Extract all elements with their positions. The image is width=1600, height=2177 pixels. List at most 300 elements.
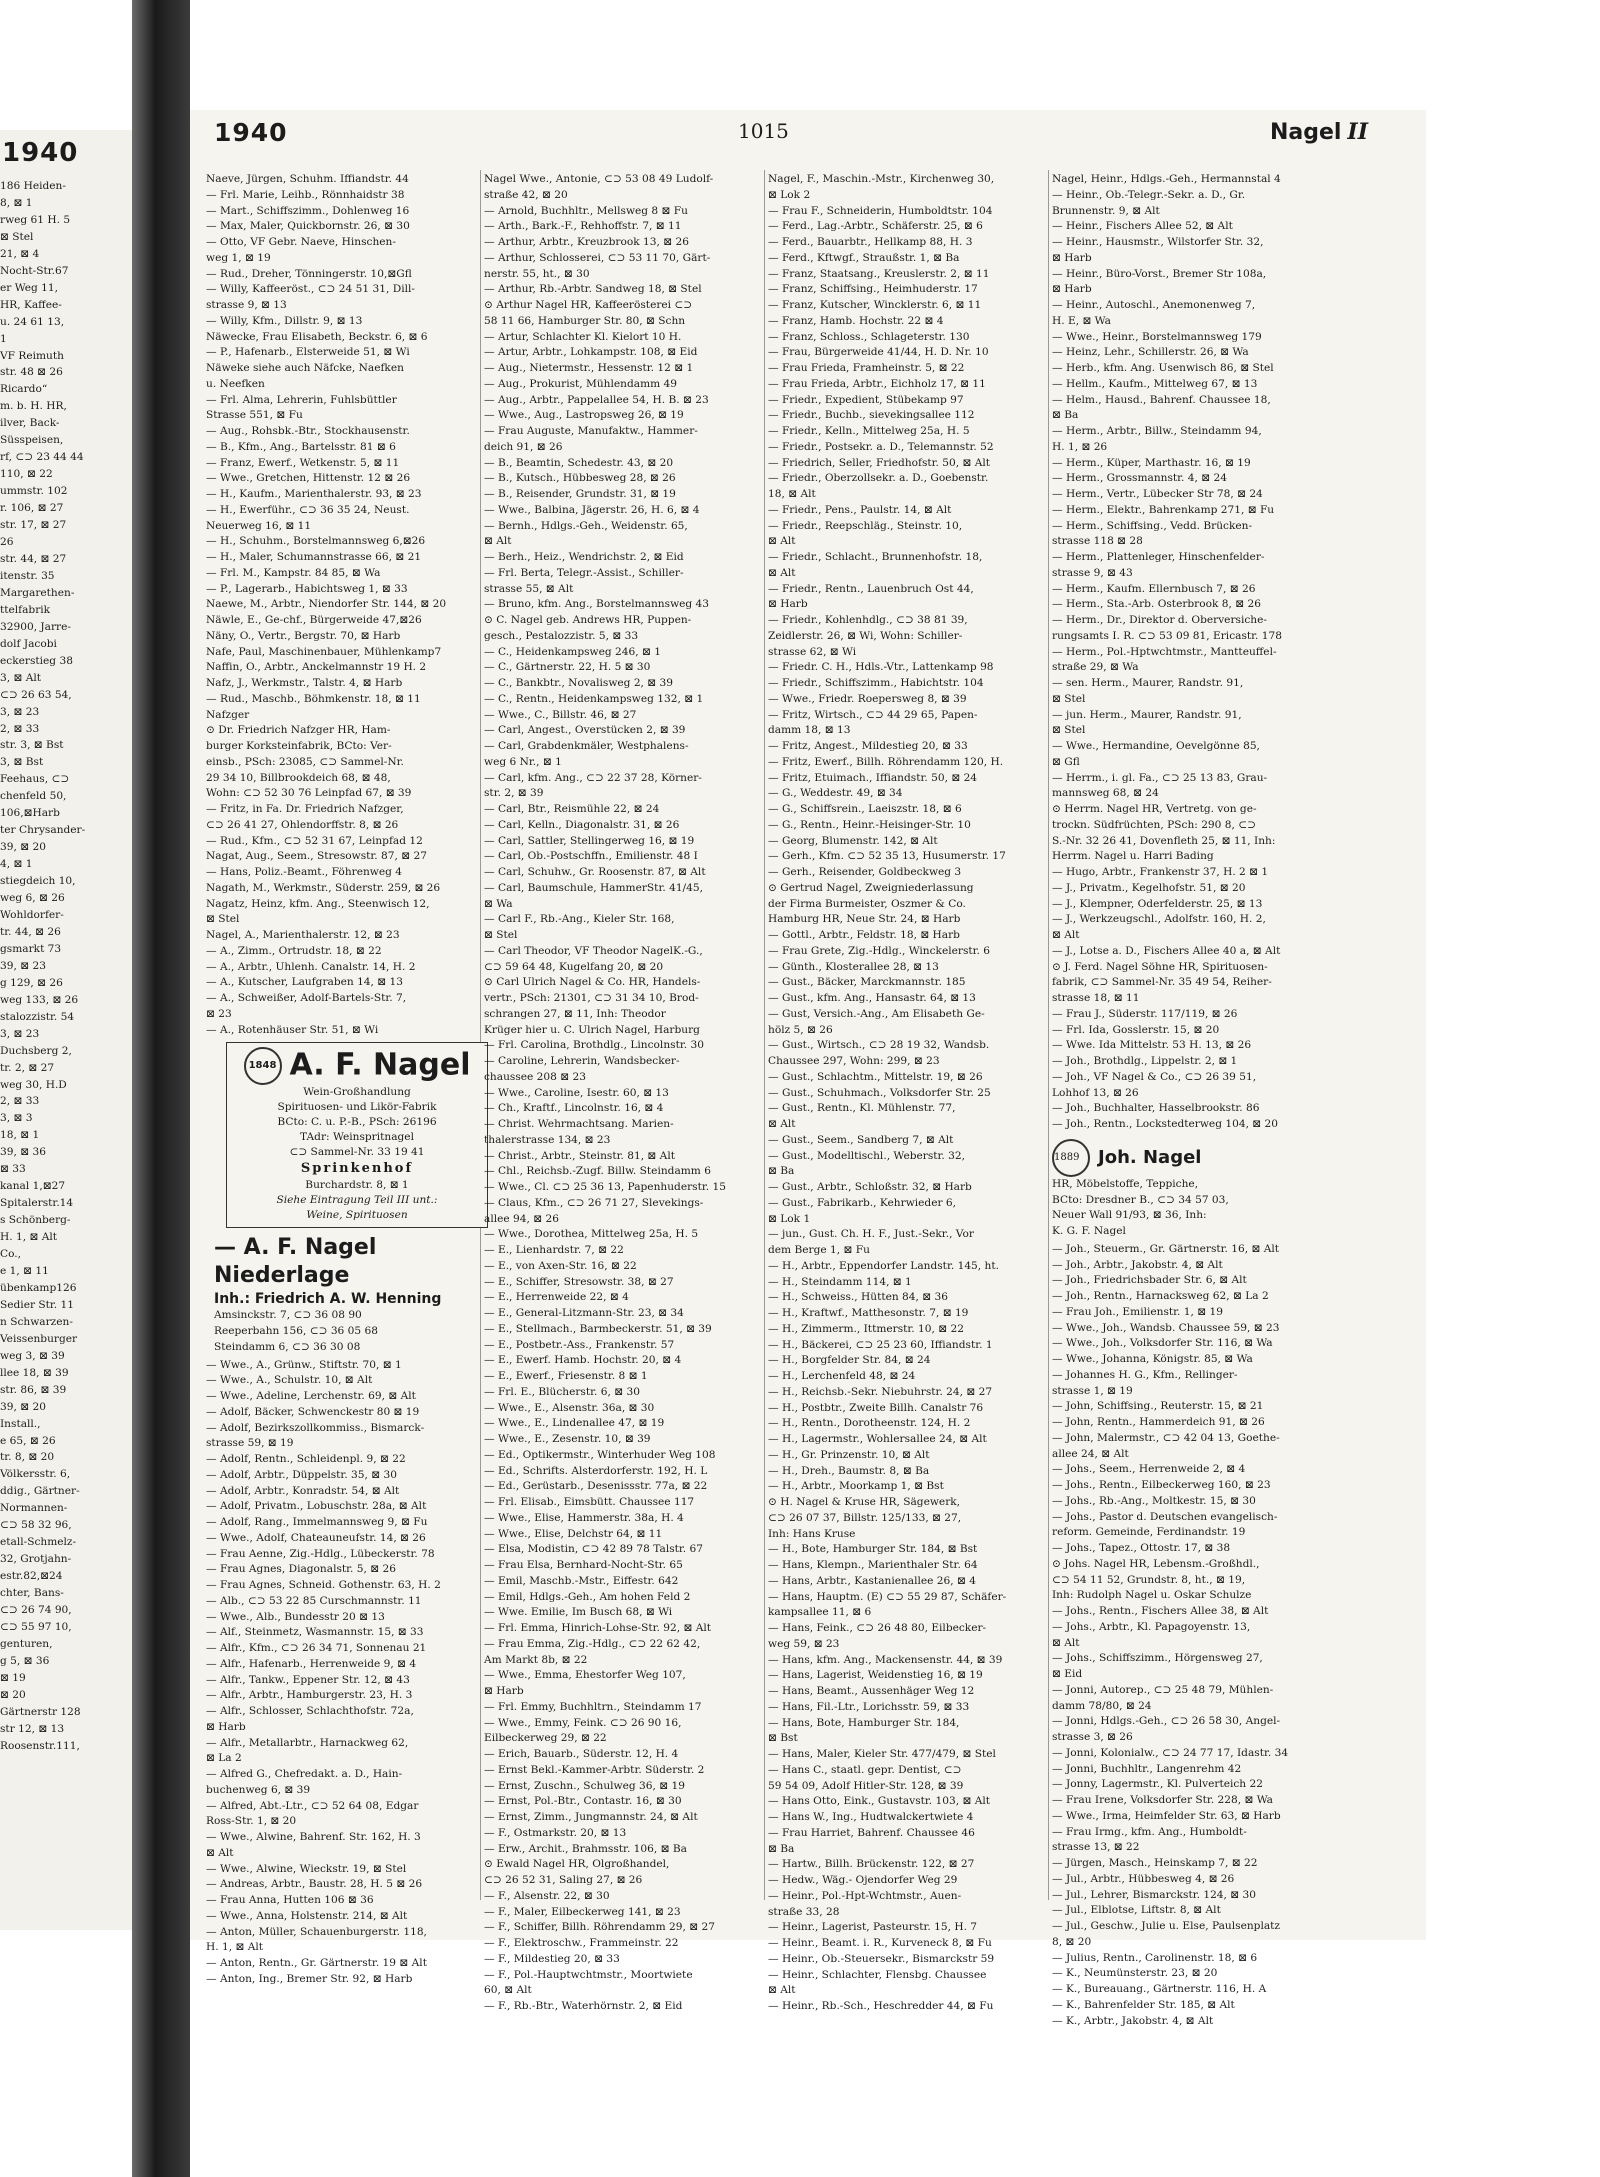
directory-entry-line: HR, Kaffee- — [0, 298, 62, 311]
directory-entry-line: — C., Rentn., Heidenkampsweg 132, ⊠ 1 — [484, 692, 704, 705]
directory-entry-line: — Gerh., Kfm. ⊂⊃ 52 35 13, Husumerstr. 17 — [768, 850, 1006, 863]
directory-entry-line: — Heinr., Rb.-Sch., Heschredder 44, ⊠ Fu — [768, 2000, 994, 2012]
directory-entry-line: — Wwe., Alb., Bundesstr 20 ⊠ 13 — [206, 1610, 385, 1623]
directory-entry-line: — Adolf, Rentn., Schleidenpl. 9, ⊠ 22 — [206, 1453, 406, 1465]
directory-entry-line: — A., Kutscher, Laufgraben 14, ⊠ 13 — [206, 976, 404, 989]
directory-entry-line: dolf Jacobi — [0, 637, 57, 650]
directory-entry-line: kanal 1,⊠27 — [0, 1180, 66, 1193]
directory-entry-line: — F., Mildestieg 20, ⊠ 33 — [484, 1952, 620, 1965]
directory-entry-line: — Joh., Brothdlg., Lippelstr. 2, ⊠ 1 — [1052, 1055, 1238, 1067]
directory-entry-line: — Joh., Friedrichsbader Str. 6, ⊠ Alt — [1052, 1274, 1247, 1287]
directory-entry-line: Süsspeisen, — [0, 434, 64, 447]
directory-entry-line: kampsallee 11, ⊠ 6 — [768, 1606, 872, 1619]
ad-line: ⊂⊃ Sammel-Nr. 33 19 41 — [289, 1146, 425, 1159]
directory-entry-line: — Frau Auguste, Manufaktw., Hammer- — [484, 425, 698, 437]
directory-entry-line: ⊠ Ba — [768, 1842, 795, 1855]
directory-entry-line: 2, ⊠ 33 — [0, 722, 40, 735]
advertisement-joh-nagel — [1052, 1139, 1340, 1240]
directory-entry-line: Nagel, Heinr., Hdlgs.-Geh., Hermannstal 4 — [1052, 173, 1281, 185]
directory-entry-line: — B., Reisender, Grundstr. 31, ⊠ 19 — [484, 488, 676, 500]
directory-entry-line: — Herb., kfm. Ang. Usenwisch 86, ⊠ Stel — [1052, 362, 1274, 374]
directory-entry-line: gesch., Pestalozzistr. 5, ⊠ 33 — [484, 629, 639, 642]
directory-entry-line: — Christ. Wehrmachtsang. Marien- — [484, 1118, 674, 1130]
directory-entry-line: — Friedr., Schlacht., Brunnenhofstr. 18, — [768, 551, 983, 563]
directory-entry-line: — Heinr., Autoschl., Anemonenweg 7, — [1052, 299, 1256, 311]
directory-entry-line: — Franz, Hamb. Hochstr. 22 ⊠ 4 — [768, 314, 944, 327]
directory-entry-line: — Emil, Hdlgs.-Geh., Am hohen Feld 2 — [484, 1590, 691, 1603]
directory-entry-line: — Carl F., Rb.-Ang., Kieler Str. 168, — [484, 913, 675, 926]
directory-entry-line: — H., Kaufm., Marienthalerstr. 93, ⊠ 23 — [206, 488, 422, 500]
directory-entry-line: 29 34 10, Billbrookdeich 68, ⊠ 48, — [206, 771, 391, 784]
directory-entry-line: — Carl, Kelln., Diagonalstr. 31, ⊠ 26 — [484, 818, 680, 831]
entry-list — [484, 172, 772, 2015]
directory-entry-line: Neuerweg 16, ⊠ 11 — [206, 519, 312, 532]
directory-entry-line: — Hans, Fil.-Ltr., Lorichsstr. 59, ⊠ 33 — [768, 1700, 970, 1713]
directory-entry-line: — H., Kraftwf., Matthesonstr. 7, ⊠ 19 — [768, 1307, 969, 1319]
directory-entry-line: — E., Lienhardstr. 7, ⊠ 22 — [484, 1244, 624, 1256]
directory-entry-line: ⊠ Alt — [1052, 929, 1080, 941]
directory-entry-line: Margarethen- — [0, 586, 75, 599]
directory-entry-line: etall-Schmelz- — [0, 1536, 77, 1549]
directory-entry-line: — Franz, Schiffsing., Heimhuderstr. 17 — [768, 283, 978, 296]
directory-entry-line: — Wwe., Alwine, Bahrenf. Str. 162, H. 3 — [206, 1831, 421, 1843]
directory-entry-line: — Frau Grete, Zig.-Hdlg., Winckelerstr. 6 — [768, 944, 991, 957]
directory-entry-line: — Adolf, Arbtr., Düppelstr. 35, ⊠ 30 — [206, 1468, 397, 1481]
directory-entry-line: ⊠ Lok 2 — [768, 188, 811, 201]
directory-entry-line: Am Markt 8b, ⊠ 22 — [484, 1653, 588, 1666]
directory-entry-line: — Jonny, Lagermstr., Kl. Pulverteich 22 — [1052, 1778, 1263, 1791]
directory-entry-line: Zeidlerstr. 26, ⊠ Wi, Wohn: Schiller- — [768, 629, 963, 642]
directory-entry-line: — Herm., Dr., Direktor d. Oberversiche- — [1052, 614, 1267, 626]
directory-entry-line: — Jonni, Kolonialw., ⊂⊃ 24 77 17, Idastr. 34 — [1052, 1746, 1289, 1759]
directory-entry-line: ⊠ Stel — [0, 230, 34, 243]
directory-entry-line: 106,⊠Harb — [0, 807, 60, 820]
directory-entry-line: ⊠ 20 — [0, 1688, 26, 1701]
ad-title: — A. F. Nagel Niederlage — [214, 1235, 377, 1289]
directory-entry-line: — Hellm., Kaufm., Mittelweg 67, ⊠ 13 — [1052, 377, 1258, 390]
directory-entry-line: — Gust., Rentn., Kl. Mühlenstr. 77, — [768, 1102, 956, 1115]
directory-entry-line: — Ernst, Zuschn., Schulweg 36, ⊠ 19 — [484, 1779, 685, 1792]
directory-entry-line: — Wwe., A., Schulstr. 10, ⊠ Alt — [206, 1374, 373, 1387]
directory-entry-line: — F., Pol.-Hauptwchtmstr., Moortwiete — [484, 1968, 693, 1981]
directory-entry-line: Nafzger — [206, 708, 250, 721]
directory-entry-line: Wohldorfer- — [0, 908, 64, 921]
directory-entry-line: chter, Bans- — [0, 1587, 64, 1600]
directory-entry-line: — Hans, Bote, Hamburger Str. 184, — [768, 1716, 960, 1729]
directory-entry-line: — Friedr., Kelln., Mittelweg 25a, H. 5 — [768, 425, 970, 437]
directory-entry-line: — Frau Frieda, Arbtr., Eichholz 17, ⊠ 11 — [768, 377, 986, 390]
directory-entry-line: ⊠ Harb — [1052, 251, 1092, 264]
directory-entry-line: — G., Schiffsrein., Laeiszstr. 18, ⊠ 6 — [768, 803, 962, 815]
directory-entry-line: — Herm., Vertr., Lübecker Str 78, ⊠ 24 — [1052, 488, 1263, 500]
directory-entry-line: Strasse 551, ⊠ Fu — [206, 409, 303, 422]
directory-entry-line: u. 24 61 13, — [0, 315, 65, 328]
directory-entry-line: — Wwe. Emilie, Im Busch 68, ⊠ Wi — [484, 1606, 673, 1619]
directory-entry-line: — Fritz, Angest., Mildestieg 20, ⊠ 33 — [768, 740, 968, 752]
directory-page — [190, 110, 1426, 2027]
directory-entry-line: Brunnenstr. 9, ⊠ Alt — [1052, 204, 1160, 217]
directory-entry-line: 39, ⊠ 23 — [0, 959, 46, 972]
directory-entry-line: — Alfred G., Chefredakt. a. D., Hain- — [206, 1768, 403, 1780]
previous-page-lines — [0, 178, 132, 1755]
section-roman: II — [1347, 119, 1368, 145]
entry-list — [1052, 172, 1340, 1133]
advertisement-niederlage — [214, 1234, 494, 1355]
directory-entry-line: tr. 2, ⊠ 27 — [0, 1061, 55, 1074]
directory-entry-line: ⊠ Alt — [1052, 1636, 1080, 1649]
directory-entry-line: — H., Rentn., Dorotheenstr. 124, H. 2 — [768, 1417, 971, 1430]
directory-entry-line: — Wwe., Elise, Delchstr 64, ⊠ 11 — [484, 1527, 663, 1540]
directory-entry-line: ddig., Gärtner- — [0, 1485, 80, 1498]
directory-entry-line: — Wwe., Emmy, Feink. ⊂⊃ 26 90 16, — [484, 1716, 682, 1729]
directory-entry-line: — Hugo, Arbtr., Frankenstr 37, H. 2 ⊠ 1 — [1052, 866, 1269, 878]
directory-entry-line: — Frau J., Süderstr. 117/119, ⊠ 26 — [1052, 1007, 1238, 1020]
directory-entry-line: — Joh., Rentn., Lockstedterweg 104, ⊠ 20 — [1052, 1118, 1279, 1130]
directory-entry-line: — Christ., Arbtr., Steinstr. 81, ⊠ Alt — [484, 1149, 675, 1162]
directory-entry-line: — Gust., kfm. Ang., Hansastr. 64, ⊠ 13 — [768, 992, 976, 1004]
directory-entry-line: tr. 8, ⊠ 20 — [0, 1451, 55, 1464]
directory-entry-line: str. 44, ⊠ 27 — [0, 552, 67, 565]
directory-entry-line: Normannen- — [0, 1502, 68, 1515]
directory-entry-line: — Carl, Angest., Overstücken 2, ⊠ 39 — [484, 724, 686, 737]
directory-entry-line: — Alfr., Kfm., ⊂⊃ 26 34 71, Sonnenau 21 — [206, 1642, 427, 1654]
directory-entry-line: — Herm., Grossmannstr. 4, ⊠ 24 — [1052, 472, 1227, 485]
previous-page-edge — [0, 130, 132, 1930]
directory-entry-line: — Gust, Versich.-Ang., Am Elisabeth Ge- — [768, 1007, 985, 1020]
directory-entry-line: — Fritz, Etuimach., Iffiandstr. 50, ⊠ 24 — [768, 771, 978, 784]
directory-entry-line: ⊂⊃ 59 64 48, Kugelfang 20, ⊠ 20 — [484, 960, 664, 973]
directory-entry-line: — Hans W., Ing., Hudtwalckertwiete 4 — [768, 1811, 974, 1823]
directory-entry-line: n Schwarzen- — [0, 1315, 73, 1328]
directory-entry-line: — John, Malermstr., ⊂⊃ 42 04 13, Goethe- — [1052, 1431, 1280, 1444]
directory-entry-line: — A., Zimm., Ortrudstr. 18, ⊠ 22 — [206, 944, 382, 957]
directory-entry-line: — Frl. Berta, Telegr.-Assist., Schiller- — [484, 566, 684, 579]
directory-entry-line: — A., Rotenhäuser Str. 51, ⊠ Wi — [206, 1023, 379, 1036]
ad-line: Steindamm 6, ⊂⊃ 36 30 08 — [214, 1340, 361, 1353]
directory-entry-line: — Friedr., Reepschläg., Steinstr. 10, — [768, 519, 963, 532]
directory-entry-line: str. 17, ⊠ 27 — [0, 519, 67, 532]
directory-entry-line: Hamburg HR, Neue Str. 24, ⊠ Harb — [768, 913, 961, 926]
directory-entry-line: — Jul., Lehrer, Bismarckstr. 124, ⊠ 30 — [1052, 1888, 1257, 1901]
book-spine-shadow — [132, 0, 190, 2177]
directory-entry-line: ⊂⊃ 55 97 10, — [0, 1621, 72, 1634]
directory-entry-line: ⊠ Ba — [768, 1165, 795, 1178]
directory-entry-line: weg 6, ⊠ 26 — [0, 892, 65, 905]
directory-entry-line: — Friedr., Postsekr. a. D., Telemannstr. 52 — [768, 440, 994, 453]
ad-owner: Inh.: Friedrich A. W. Henning — [214, 1291, 442, 1308]
directory-entry-line: — Jürgen, Masch., Heinskamp 7, ⊠ 22 — [1052, 1857, 1258, 1869]
directory-entry-line: ⊠ Alt — [768, 1984, 796, 1997]
directory-entry-line: — Herm., Sta.-Arb. Osterbrook 8, ⊠ 26 — [1052, 598, 1261, 611]
directory-entry-line: — Johs., Arbtr., Kl. Papagoyenstr. 13, — [1052, 1620, 1251, 1633]
directory-entry-line: rf, ⊂⊃ 23 44 44 — [0, 451, 84, 464]
ad-line: Reeperbahn 156, ⊂⊃ 36 05 68 — [214, 1325, 378, 1337]
directory-entry-line: — Julius, Rentn., Carolinenstr. 18, ⊠ 6 — [1052, 1951, 1258, 1964]
directory-entry-line: — Jul., Geschw., Julie u. Else, Paulsenplatz — [1052, 1920, 1280, 1932]
directory-entry-line: — Johs., Pastor d. Deutschen evangelisch- — [1052, 1510, 1278, 1523]
directory-entry-line: — A., Schweißer, Adolf-Bartels-Str. 7, — [206, 992, 407, 1004]
directory-entry-line: 18, ⊠ Alt — [768, 488, 816, 500]
ad-line: TAdr: Weinspritnagel — [300, 1131, 414, 1144]
directory-entry-line: 26 — [0, 536, 14, 549]
directory-entry-line: H. 1, ⊠ Alt — [0, 1231, 57, 1244]
directory-entry-line: — Ernst, Zimm., Jungmannstr. 24, ⊠ Alt — [484, 1811, 698, 1823]
ad-seal: 1889 — [1052, 1139, 1090, 1177]
directory-entry-line: — Frl. Emma, Hinrich-Lohse-Str. 92, ⊠ Alt — [484, 1622, 712, 1634]
directory-entry-line: Völkersstr. 6, — [0, 1468, 71, 1481]
directory-entry-line: Näny, O., Vertr., Bergstr. 70, ⊠ Harb — [206, 629, 401, 642]
directory-entry-line: — Frau Frieda, Framheinstr. 5, ⊠ 22 — [768, 362, 965, 374]
directory-entry-line: Sedier Str. 11 — [0, 1298, 75, 1311]
directory-entry-line: deich 91, ⊠ 26 — [484, 440, 563, 453]
directory-entry-line: — Frau Harriet, Bahrenf. Chaussee 46 — [768, 1826, 975, 1839]
directory-entry-line: ⊠ Bst — [768, 1732, 798, 1745]
directory-entry-line: — C., Bankbtr., Novalisweg 2, ⊠ 39 — [484, 677, 674, 689]
directory-entry-line: Nagatz, Heinz, kfm. Ang., Steenwisch 12, — [206, 897, 430, 910]
directory-entry-line: — Adolf, Bäcker, Schwenckestr 80 ⊠ 19 — [206, 1405, 420, 1418]
directory-entry-line: — F., Elektroschw., Frammeinstr. 22 — [484, 1937, 679, 1949]
directory-entry-line: — Friedr., Schiffszimm., Habichtstr. 104 — [768, 677, 984, 689]
directory-entry-line: — Frau Elsa, Bernhard-Nocht-Str. 65 — [484, 1559, 683, 1571]
directory-entry-line: — Arthur, Schlosserei, ⊂⊃ 53 11 70, Gärt- — [484, 251, 711, 264]
directory-entry-line: ⊠ Harb — [768, 598, 808, 611]
directory-entry-line: g 5, ⊠ 36 — [0, 1654, 50, 1667]
directory-entry-line: Roosenstr.111, — [0, 1739, 80, 1752]
directory-entry-line: — Ed., Gerüstarb., Desenissstr. 77a, ⊠ 22 — [484, 1480, 708, 1493]
directory-entry-line: — Friedr., Rentn., Lauenbruch Ost 44, — [768, 582, 974, 595]
section-name: Nagel — [1269, 120, 1342, 145]
directory-entry-line: — H., Schuhm., Borstelmannsweg 6,⊠26 — [206, 535, 426, 548]
directory-entry-line: — Wwe., C., Billstr. 46, ⊠ 27 — [484, 708, 637, 721]
directory-entry-line: Nagat, Aug., Seem., Stresowstr. 87, ⊠ 27 — [206, 850, 427, 863]
directory-entry-line: 2, ⊠ 33 — [0, 1095, 40, 1108]
entry-list — [768, 172, 1056, 2015]
directory-entry-line: ⊠ Alt — [484, 535, 512, 548]
previous-page-year: 1940 — [2, 138, 79, 168]
directory-entry-line: — H., Postbtr., Zweite Billh. Canalstr 76 — [768, 1401, 984, 1414]
directory-entry-line: — Wwe., Heinr., Borstelmannsweg 179 — [1052, 330, 1262, 343]
directory-entry-line: — Gust., Arbtr., Schloßstr. 32, ⊠ Harb — [768, 1181, 972, 1193]
directory-entry-line: — Heinr., Pol.-Hpt-Wchtmstr., Auen- — [768, 1889, 962, 1902]
directory-entry-line: ummstr. 102 — [0, 485, 68, 498]
directory-entry-line: e 1, ⊠ 11 — [0, 1265, 49, 1277]
directory-entry-line: — Alfr., Tankw., Eppener Str. 12, ⊠ 43 — [206, 1673, 410, 1686]
directory-entry-line: — B., Kfm., Ang., Bartelsstr. 81 ⊠ 6 — [206, 440, 396, 453]
directory-entry-line: — Johs., Rentn., Eilbeckerweg 160, ⊠ 23 — [1052, 1479, 1271, 1491]
directory-entry-line: — Jul., Arbtr., Hübbesweg 4, ⊠ 26 — [1052, 1872, 1235, 1885]
directory-entry-line: ⊙ Dr. Friedrich Nafzger HR, Ham- — [206, 724, 391, 737]
directory-entry-line: — Rud., Maschb., Böhmkenstr. 18, ⊠ 11 — [206, 692, 421, 705]
directory-entry-line: ⊠ 23 — [206, 1007, 232, 1020]
directory-entry-line: — B., Beamtin, Schedestr. 43, ⊠ 20 — [484, 456, 674, 469]
directory-entry-line: — Gust., Bäcker, Marckmannstr. 185 — [768, 976, 966, 989]
directory-entry-line: 18, ⊠ 1 — [0, 1129, 40, 1142]
directory-entry-line: Install., — [0, 1417, 41, 1430]
directory-entry-line: ⊠ La 2 — [206, 1752, 242, 1765]
directory-entry-line: allee 94, ⊠ 26 — [484, 1212, 559, 1225]
directory-entry-line: — Wwe. Ida Mittelstr. 53 H. 13, ⊠ 26 — [1052, 1039, 1252, 1052]
directory-entry-line: — Ferd., Bauarbtr., Hellkamp 88, H. 3 — [768, 236, 973, 248]
directory-entry-line: — Gust., Seem., Sandberg 7, ⊠ Alt — [768, 1133, 954, 1146]
directory-entry-line: — Franz, Schloss., Schlageterstr. 130 — [768, 330, 970, 343]
directory-entry-line: Inh: Rudolph Nagel u. Oskar Schulze — [1052, 1589, 1252, 1602]
directory-entry-line: — G., Weddestr. 49, ⊠ 34 — [768, 787, 903, 800]
directory-entry-line: strasse 9, ⊠ 13 — [206, 299, 287, 311]
directory-entry-line: 186 Heiden- — [0, 180, 66, 192]
directory-entry-line: — Heinr., Büro-Vorst., Bremer Str 108a, — [1052, 267, 1267, 280]
directory-entry-line: — Wwe., Gretchen, Hittenstr. 12 ⊠ 26 — [206, 472, 411, 485]
directory-entry-line: — Wwe., A., Grünw., Stiftstr. 70, ⊠ 1 — [206, 1358, 402, 1371]
directory-entry-line: 8, ⊠ 1 — [0, 196, 33, 209]
directory-entry-line: — Frl. E., Blücherstr. 6, ⊠ 30 — [484, 1385, 640, 1398]
directory-entry-line: ⊠ Eid — [1052, 1668, 1083, 1680]
directory-entry-line: — Frau Agnes, Diagonalstr. 5, ⊠ 26 — [206, 1563, 396, 1576]
directory-entry-line: Nagel, A., Marienthalerstr. 12, ⊠ 23 — [206, 929, 400, 941]
directory-entry-line: — Andreas, Arbtr., Baustr. 28, H. 5 ⊠ 26 — [206, 1878, 423, 1891]
directory-entry-line: — H., Steindamm 114, ⊠ 1 — [768, 1275, 912, 1288]
directory-entry-line: weg 1, ⊠ 19 — [206, 251, 271, 264]
directory-entry-line: der Firma Burmeister, Oszmer & Co. — [768, 897, 966, 910]
directory-entry-line: — sen. Herm., Maurer, Randstr. 91, — [1052, 677, 1244, 689]
directory-entry-line: — Wwe., Joh., Wandsb. Chaussee 59, ⊠ 23 — [1052, 1321, 1280, 1334]
directory-entry-line: stalozzistr. 54 — [0, 1010, 75, 1023]
directory-entry-line: — Alb., ⊂⊃ 53 22 85 Curschmannstr. 11 — [206, 1594, 422, 1607]
directory-entry-line: 60, ⊠ Alt — [484, 1984, 532, 1997]
page-year: 1940 — [214, 118, 288, 147]
directory-entry-line: — H., Lagermstr., Wohlersallee 24, ⊠ Alt — [768, 1433, 987, 1445]
directory-entry-line: ⊂⊃ 26 52 31, Saling 27, ⊠ 26 — [484, 1874, 643, 1886]
directory-entry-line: itenstr. 35 — [0, 569, 55, 582]
directory-entry-line: — Alf., Steinmetz, Wasmannstr. 15, ⊠ 33 — [206, 1626, 424, 1639]
directory-entry-line: Nagel Wwe., Antonie, ⊂⊃ 53 08 49 Ludolf- — [484, 173, 714, 185]
ad-address: Burchardstr. 8, ⊠ 1 — [305, 1179, 409, 1192]
directory-entry-line: — Herm., Plattenleger, Hinschenfelder- — [1052, 551, 1265, 563]
directory-entry-line: — Gust., Wirtsch., ⊂⊃ 28 19 32, Wandsb. — [768, 1039, 990, 1052]
directory-entry-line: — F., Ostmarkstr. 20, ⊠ 13 — [484, 1826, 627, 1839]
ad-note: Weine, Spirituosen — [306, 1209, 408, 1222]
directory-entry-line: H. E, ⊠ Wa — [1052, 314, 1111, 327]
directory-entry-line: — Wwe., Hermandine, Oevelgönne 85, — [1052, 740, 1260, 752]
directory-entry-line: Nafz, J., Werkmstr., Talstr. 4, ⊠ Harb — [206, 677, 403, 689]
directory-entry-line: ⊠ Lok 1 — [768, 1212, 811, 1225]
directory-entry-line: damm 78/80, ⊠ 24 — [1052, 1699, 1152, 1712]
directory-entry-line: strasse 18, ⊠ 11 — [1052, 992, 1140, 1004]
directory-entry-line: — H., Maler, Schumannstrasse 66, ⊠ 21 — [206, 551, 422, 563]
directory-entry-line: — Wwe., Elise, Hammerstr. 38a, H. 4 — [484, 1511, 684, 1524]
directory-entry-line: — Carl Theodor, VF Theodor NagelK.-G., — [484, 944, 703, 957]
directory-entry-line: Nafe, Paul, Maschinenbauer, Mühlenkamp7 — [206, 645, 442, 658]
directory-entry-line: — Aug., Nietermstr., Hessenstr. 12 ⊠ 1 — [484, 362, 694, 374]
directory-entry-line: ⊂⊃ 58 32 96, — [0, 1519, 72, 1532]
directory-entry-line: 32, Grotjahn- — [0, 1553, 72, 1566]
section-heading — [1270, 119, 1368, 145]
directory-entry-line: — Johs., Rentn., Fischers Allee 38, ⊠ Alt — [1052, 1605, 1269, 1617]
directory-entry-line: — Frau Agnes, Schneid. Gothenstr. 63, H. 2 — [206, 1579, 441, 1591]
directory-entry-line: — Wwe., Aug., Lastropsweg 26, ⊠ 19 — [484, 409, 684, 422]
ad-title: A. F. Nagel — [289, 1047, 471, 1083]
directory-entry-line: chenfeld 50, — [0, 790, 67, 803]
directory-entry-line: estr.82,⊠24 — [0, 1570, 63, 1583]
directory-entry-line: strasse 55, ⊠ Alt — [484, 582, 574, 595]
directory-entry-line: tr. 44, ⊠ 26 — [0, 925, 61, 938]
directory-entry-line: ⊠ Ba — [1052, 409, 1079, 422]
directory-entry-line: straße 29, ⊠ Wa — [1052, 661, 1139, 674]
directory-entry-line: ⊠ Harb — [484, 1685, 524, 1697]
directory-entry-line: — Günth., Klosterallee 28, ⊠ 13 — [768, 960, 939, 973]
directory-entry-line: — Frau Irene, Volksdorfer Str. 228, ⊠ Wa — [1052, 1794, 1274, 1806]
directory-entry-line: — Frau Aenne, Zig.-Hdlg., Lübeckerstr. 78 — [206, 1547, 435, 1560]
ad-line: Spirituosen- und Likör-Fabrik — [277, 1101, 437, 1114]
directory-entry-line: — Herm., Elektr., Bahrenkamp 271, ⊠ Fu — [1052, 503, 1275, 516]
directory-entry-line: 3, ⊠ 23 — [0, 1027, 40, 1040]
directory-entry-line: — Joh., Buchhalter, Hasselbrookstr. 86 — [1052, 1102, 1260, 1115]
directory-entry-line: — jun., Gust. Ch. H. F., Just.-Sekr., Vor — [768, 1228, 974, 1241]
directory-entry-line: — Friedr., Oberzollsekr. a. D., Goebenstr. — [768, 472, 989, 485]
directory-entry-line: — Arthur, Arbtr., Kreuzbrook 13, ⊠ 26 — [484, 236, 689, 248]
directory-entry-line: — jun. Herm., Maurer, Randstr. 91, — [1052, 708, 1242, 721]
directory-entry-line: — Herm., Arbtr., Billw., Steindamm 94, — [1052, 425, 1262, 437]
directory-entry-line: ⊠ Wa — [484, 897, 513, 910]
directory-entry-line: — Johannes H. G., Kfm., Rellinger- — [1052, 1368, 1238, 1381]
directory-entry-line: Veissenburger — [0, 1332, 78, 1345]
directory-entry-line: genturen, — [0, 1637, 53, 1650]
directory-entry-line: — Hans, Arbtr., Kastanienallee 26, ⊠ 4 — [768, 1574, 977, 1587]
directory-entry-line: — Anton, Rentn., Gr. Gärtnerstr. 19 ⊠ Alt — [206, 1957, 427, 1969]
directory-entry-line: ⊂⊃ 26 63 54, — [0, 688, 72, 701]
directory-entry-line: — A., Arbtr., Uhlenh. Canalstr. 14, H. 2 — [206, 960, 416, 973]
directory-entry-line: 3, ⊠ 23 — [0, 705, 40, 718]
directory-entry-line: — Johs., Schiffszimm., Hörgensweg 27, — [1052, 1652, 1263, 1665]
directory-entry-line: — Artur, Arbtr., Lohkampstr. 108, ⊠ Eid — [484, 346, 698, 359]
directory-entry-line: llee 18, ⊠ 39 — [0, 1366, 69, 1379]
directory-entry-line: — E., Schiffer, Stresowstr. 38, ⊠ 27 — [484, 1275, 674, 1288]
directory-entry-line: rungsamts I. R. ⊂⊃ 53 09 81, Ericastr. 178 — [1052, 629, 1282, 642]
directory-entry-line: — Carl, kfm. Ang., ⊂⊃ 22 37 28, Körner- — [484, 771, 702, 784]
directory-entry-line: weg 6 Nr., ⊠ 1 — [484, 755, 562, 768]
directory-entry-line: — J., Lotse a. D., Fischers Allee 40 a, ⊠ Alt — [1052, 944, 1281, 957]
directory-entry-line: ⊠ Alt — [768, 566, 796, 579]
directory-entry-line: — Gust., Schlachtm., Mittelstr. 19, ⊠ 26 — [768, 1070, 983, 1083]
directory-entry-line: — Hans, kfm. Ang., Mackensenstr. 44, ⊠ 39 — [768, 1653, 1003, 1666]
directory-entry-line: — Friedr. C. H., Hdls.-Vtr., Lattenkamp 98 — [768, 661, 994, 674]
directory-entry-line: ilver, Back- — [0, 417, 60, 430]
directory-entry-line: — Rud., Dreher, Tönningerstr. 10,⊠Gfl — [206, 267, 412, 280]
directory-entry-line: g 129, ⊠ 26 — [0, 976, 63, 989]
directory-entry-line: — Anton, Ing., Bremer Str. 92, ⊠ Harb — [206, 1972, 413, 1985]
directory-entry-line: — Carl, Grabdenkmäler, Westphalens- — [484, 740, 689, 752]
ad-line: K. G. F. Nagel — [1052, 1225, 1126, 1237]
directory-entry-line: — Wwe., Dorothea, Mittelweg 25a, H. 5 — [484, 1228, 699, 1241]
directory-entry-line: — Heinr., Beamt. i. R., Kurveneck 8, ⊠ Fu — [768, 1937, 992, 1949]
directory-entry-line: — H., Gr. Prinzenstr. 10, ⊠ Alt — [768, 1448, 930, 1461]
directory-entry-line: — E., Ewerf., Friesenstr. 8 ⊠ 1 — [484, 1370, 648, 1382]
directory-entry-line: — Wwe., Balbina, Jägerstr. 26, H. 6, ⊠ 4 — [484, 503, 700, 516]
directory-entry-line: — Carl, Ob.-Postschffn., Emilienstr. 48 I — [484, 850, 698, 863]
directory-entry-line: 4, ⊠ 1 — [0, 858, 33, 871]
directory-entry-line: — H., Bäckerei, ⊂⊃ 25 23 60, Iffiandstr. 1 — [768, 1338, 993, 1351]
directory-entry-line: ⊙ Carl Ulrich Nagel & Co. HR, Handels- — [484, 976, 701, 989]
directory-entry-line: — Ernst Bekl.-Kammer-Arbtr. Süderstr. 2 — [484, 1763, 705, 1776]
directory-entry-line: — Wwe., Joh., Volksdorfer Str. 116, ⊠ Wa — [1052, 1337, 1273, 1350]
directory-entry-line: — Friedr., Kohlenhdlg., ⊂⊃ 38 81 39, — [768, 614, 968, 626]
directory-entry-line: ⊂⊃ 26 74 90, — [0, 1604, 72, 1617]
directory-entry-line: — Aug., Arbtr., Pappelallee 54, H. B. ⊠ 23 — [484, 393, 709, 406]
directory-entry-line: — Wwe., Irma, Heimfelder Str. 63, ⊠ Harb — [1052, 1809, 1281, 1822]
directory-entry-line: — Wwe., Emma, Ehestorfer Weg 107, — [484, 1669, 686, 1682]
directory-entry-line: — Joh., VF Nagel & Co., ⊂⊃ 26 39 51, — [1052, 1070, 1257, 1083]
directory-entry-line: — Johs., Tapez., Ottostr. 17, ⊠ 38 — [1052, 1542, 1231, 1554]
directory-entry-line: Lohhof 13, ⊠ 26 — [1052, 1086, 1139, 1099]
